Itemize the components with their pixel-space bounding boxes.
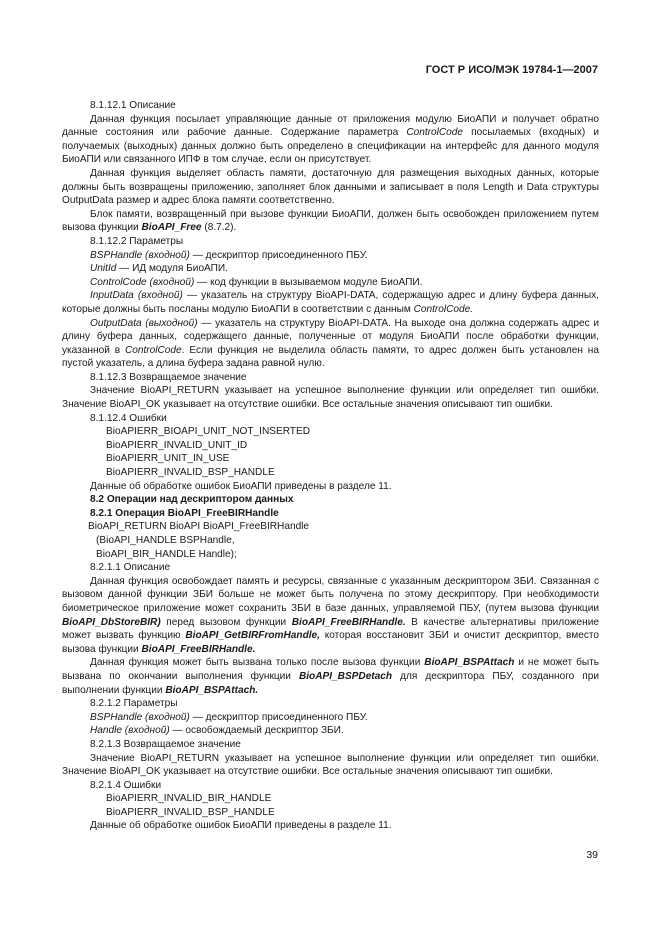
page-number: 39 [586, 849, 598, 861]
parameter-item: OutputData (выходной) — указатель на структуру BioAPI-DATA. На выходе она должна содержать адрес и длину буфера данных, содержащего данные, полученные от модуля БиоАПИ после обработки функции, указанной в ControlCode. Если функция не выделила область памяти, то адрес должен быть установлен на пустой указатель, а длина буфера задана равной нулю. [62, 317, 599, 370]
paragraph: Данные об обработке ошибок БиоАПИ приведены в разделе 11. [90, 480, 392, 492]
paragraph: Данная функция освобождает память и ресурсы, связанные с указанным дескриптором ЗБИ. Связанная с вызовом данной функции ЗБИ больше не может быть получена по этому дескриптору. При необходимости биометрическое приложение может сохранить ЗБИ в базе данных, управляемой ПБУ, (путем вызова функции BioAPI_DbStoreBIR) перед вызовом функции BioAPI_FreeBIRHandle. В качестве альтернативы приложение может вызвать функцию BioAPI_GetBIRFromHandle, которая восстановит ЗБИ и очистит дескриптор, вместо вызова функции BioAPI_FreeBIRHandle. [62, 575, 599, 655]
section-heading: 8.1.12.3 Возвращаемое значение [90, 371, 247, 383]
error-code: BioAPIERR_INVALID_BSP_HANDLE [106, 806, 275, 818]
paragraph: Значение BioAPI_RETURN указывает на успешное выполнение функции или определяет тип ошибки. Значение BioAPI_OK указывает на отсутствие ошибки. Все остальные значения описывают тип ошибки. [62, 752, 599, 778]
paragraph: Данные об обработке ошибок БиоАПИ приведены в разделе 11. [90, 820, 392, 832]
paragraph: Блок памяти, возвращенный при вызове функции БиоАПИ, должен быть освобожден приложением путем вызова функции BioAPI_Free (8.7.2). [62, 208, 599, 234]
parameter-item: ControlCode (входной) — код функции в вызываемом модуле БиоАПИ. [90, 276, 423, 288]
section-heading: 8.1.12.2 Параметры [90, 235, 184, 247]
section-heading: 8.2.1 Операция BioAPI_FreeBIRHandle [90, 507, 279, 519]
parameter-item: UnitId — ИД модуля БиоАПИ. [90, 263, 228, 275]
code-line: BioAPI_BIR_HANDLE Handle); [96, 548, 237, 560]
section-heading: 8.2.1.3 Возвращаемое значение [90, 738, 241, 750]
paragraph: Данная функция посылает управляющие данные от приложения модулю БиоАПИ и получает обратно данные состояния или рабочие данные. Содержание параметра ControlCode посылаемых (входных) и получаемых (выходных) данных должно быть определено в спецификации на интерфейс для данного модуля БиоАПИ или связанного ИПФ в том случае, если он присутствует. [62, 113, 600, 166]
parameter-item: Handle (входной) — освобождаемый дескриптор ЗБИ. [90, 725, 344, 737]
error-code: BioAPIERR_INVALID_UNIT_ID [106, 439, 248, 451]
section-heading: 8.2 Операции над дескриптором данных [90, 494, 294, 506]
section-heading: 8.2.1.2 Параметры [90, 698, 178, 710]
code-line: BioAPI_RETURN BioAPI BioAPI_FreeBIRHandle [88, 521, 310, 533]
error-code: BioAPIERR_INVALID_BSP_HANDLE [106, 467, 275, 479]
section-heading: 8.2.1.4 Ошибки [90, 779, 162, 791]
section-heading: 8.1.12.1 Описание [90, 100, 176, 111]
paragraph: Данная функция выделяет область памяти, достаточную для размещения выходных данных, которые должны быть возвращены приложению, заполняет блок данными и записывает в поля Length и Data структуры OutputData размер и адрес блока памяти соответственно. [62, 167, 599, 207]
paragraph: Данная функция может быть вызвана только после вызова функции BioAPI_BSPAttach и не может быть вызвана по окончании выполнения функции BioAPI_BSPDetach для дескриптора ПБУ, созданного при выполнении функции BioAPI_BSPAttach. [62, 657, 600, 696]
parameter-item: InputData (входной) — указатель на структуру BioAPI-DATA, содержащую адрес и длину буфера данных, которые должны быть посланы модулю БиоАПИ в соответствии с данным ControlCode. [62, 290, 599, 315]
code-line: (BioAPI_HANDLE BSPHandle, [96, 535, 235, 546]
parameter-item: BSPHandle (входной) — дескриптор присоединенного ПБУ. [90, 249, 368, 261]
error-code: BioAPIERR_BIOAPI_UNIT_NOT_INSERTED [106, 426, 310, 438]
error-code: BioAPIERR_UNIT_IN_USE [106, 453, 230, 465]
document-header: ГОСТ Р ИСО/МЭК 19784-1—2007 [425, 64, 598, 76]
page-body [62, 99, 599, 833]
section-heading: 8.1.12.4 Ошибки [90, 412, 167, 424]
error-code: BioAPIERR_INVALID_BIR_HANDLE [106, 793, 272, 805]
parameter-item: BSPHandle (входной) — дескриптор присоединенного ПБУ. [90, 711, 368, 723]
paragraph: Значение BioAPI_RETURN указывает на успешное выполнение функции или определяет тип ошибки. Значение BioAPI_OK указывает на отсутствие ошибки. Все остальные значения описывают тип ошибки. [62, 385, 599, 411]
section-heading: 8.2.1.1 Описание [90, 562, 171, 574]
